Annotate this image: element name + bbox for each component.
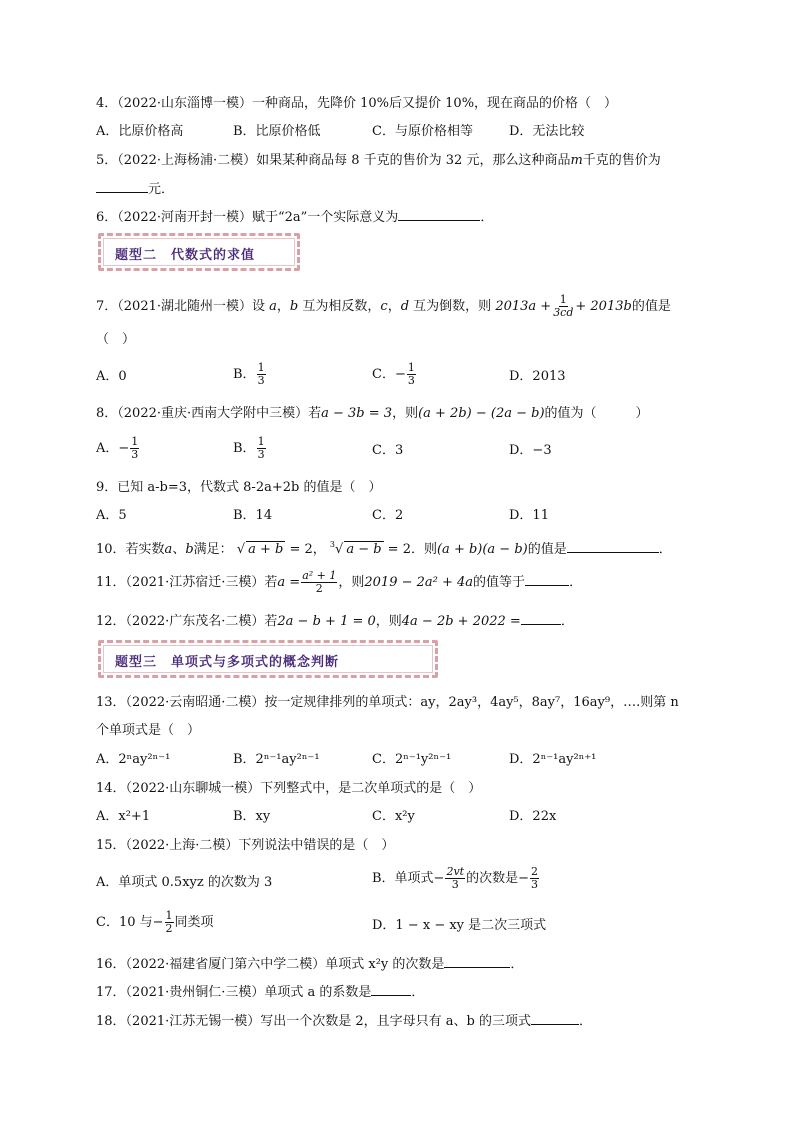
- q9-option-b: B．14: [233, 508, 273, 523]
- q14-option-a: A．x²+1: [96, 809, 151, 824]
- question-13-stem: 13．（2022·云南昭通·二模）按一定规律排列的单项式：ay，2ay³，4ay⁵，8ay⁷，16ay⁹，….则第 n: [96, 695, 679, 710]
- answer-blank[interactable]: [525, 573, 569, 586]
- question-9-stem: 9．已知 a-b=3，代数式 8-2a+2b 的值是（ ）: [96, 480, 382, 495]
- q13-option-a: A．2ⁿay²ⁿ⁻¹: [96, 752, 171, 767]
- answer-blank[interactable]: [567, 540, 659, 553]
- q8-option-d: D．−3: [509, 443, 552, 458]
- question-6-stem: 6．（2022·河南开封一模）赋于“2a”一个实际意义为 ．: [96, 210, 494, 225]
- question-10-stem: 10．若实数a、b满足： √ a + b = 2， $^3$√ a − b = 2．则(a + b)(a − b)的值是 ．: [96, 540, 672, 557]
- question-12-stem: 12．（2022·广东茂名·二模）若2a − b + 1 = 0，则4a − 2b + 2022 = ．: [96, 614, 574, 629]
- question-11-stem: 11．（2021·江苏宿迁·三模）若a = $\frac{\text{a² + 1}}{2}$ ，则2019 − 2a² + 4a的值等于 ．: [96, 569, 583, 595]
- q7-option-c: C．− $\frac{1}{3}$: [372, 361, 415, 387]
- section-banner-type-3: [98, 640, 438, 678]
- q7-option-b: B． $\frac{1}{3}$: [233, 361, 265, 387]
- question-4-stem: 4．（2022·山东淄博一模）一种商品，先降价 10%后又提价 10%，现在商品的价格（ ）: [96, 96, 618, 111]
- question-16-stem: 16．（2022·福建省厦门第六中学二模）单项式 x²y 的次数是 ．: [96, 957, 524, 972]
- question-15-stem: 15．（2022·上海·二模）下列说法中错误的是（ ）: [96, 838, 395, 853]
- q4-option-b: B．比原价格低: [233, 124, 321, 139]
- q15-option-c: C．10 与− $\frac{1}{2}$ 同类项: [96, 909, 214, 935]
- question-17-stem: 17．（2021·贵州铜仁·三模）单项式 a 的系数是 ．: [96, 985, 425, 1000]
- answer-blank[interactable]: [521, 612, 561, 625]
- q13-option-c: C．2ⁿ⁻¹y²ⁿ⁻¹: [372, 752, 452, 767]
- answer-blank[interactable]: [371, 983, 411, 996]
- question-7-stem: 7．（2021·湖北随州一模）设 a，b 互为相反数，c，d 互为倒数，则 2013a + $\frac{1}{3cd}$ + 2013b的值是: [96, 293, 671, 319]
- q7-option-d: D．2013: [509, 369, 566, 384]
- q15-option-b: B．单项式− $\frac{2vt}{3}$ 的次数是− $\frac{2}{3}$: [372, 865, 538, 891]
- answer-blank[interactable]: [444, 955, 510, 968]
- q14-option-d: D．22x: [509, 809, 557, 824]
- question-18-stem: 18．（2021·江苏无锡一模）写出一个次数是 2，且字母只有 a、b 的三项式 ．: [96, 1014, 593, 1029]
- q8-option-a: A．− $\frac{1}{3}$: [96, 435, 139, 461]
- q7-option-a: A．0: [96, 369, 127, 384]
- question-5-stem: 5．（2022·上海杨浦·二模）如果某种商品每 8 千克的售价为 32 元，那么这种商品m千克的售价为: [96, 153, 661, 168]
- q9-option-a: A．5: [96, 508, 127, 523]
- answer-blank[interactable]: [96, 180, 148, 193]
- question-5-answer-line: 元．: [96, 180, 174, 198]
- answer-blank[interactable]: [398, 208, 480, 221]
- question-14-stem: 14．（2022·山东聊城一模）下列整式中，是二次单项式的是（ ）: [96, 781, 482, 796]
- question-8-stem: 8．（2022·重庆·西南大学附中三模）若a − 3b = 3，则(a + 2b) − (2a − b)的值为（ ）: [96, 406, 649, 421]
- question-7-paren: （ ）: [96, 332, 136, 347]
- section-title: 题型二 代数式的求值: [115, 248, 256, 263]
- q4-option-d: D．无法比较: [509, 124, 585, 139]
- q9-option-c: C．2: [372, 508, 404, 523]
- q13-option-b: B．2ⁿ⁻¹ay²ⁿ⁻¹: [233, 752, 320, 767]
- q9-option-d: D．11: [509, 508, 549, 523]
- q4-option-a: A．比原价格高: [96, 124, 184, 139]
- q13-option-d: D．2ⁿ⁻¹ay²ⁿ⁺¹: [509, 752, 597, 767]
- q15-option-d: D．1 − x − xy 是二次三项式: [372, 918, 547, 933]
- question-13-stem-cont: 个单项式是（ ）: [96, 723, 201, 738]
- section-banner-type-2: [98, 233, 300, 271]
- q15-option-a: A．单项式 0.5xyz 的次数为 3: [96, 875, 273, 890]
- q14-option-c: C．x²y: [372, 809, 415, 824]
- q14-option-b: B．xy: [233, 809, 271, 824]
- q4-option-c: C．与原价格相等: [372, 124, 473, 139]
- answer-blank[interactable]: [531, 1012, 579, 1025]
- q8-option-b: B． $\frac{1}{3}$: [233, 435, 265, 461]
- section-title: 题型三 单项式与多项式的概念判断: [115, 655, 340, 670]
- q8-option-c: C．3: [372, 443, 404, 458]
